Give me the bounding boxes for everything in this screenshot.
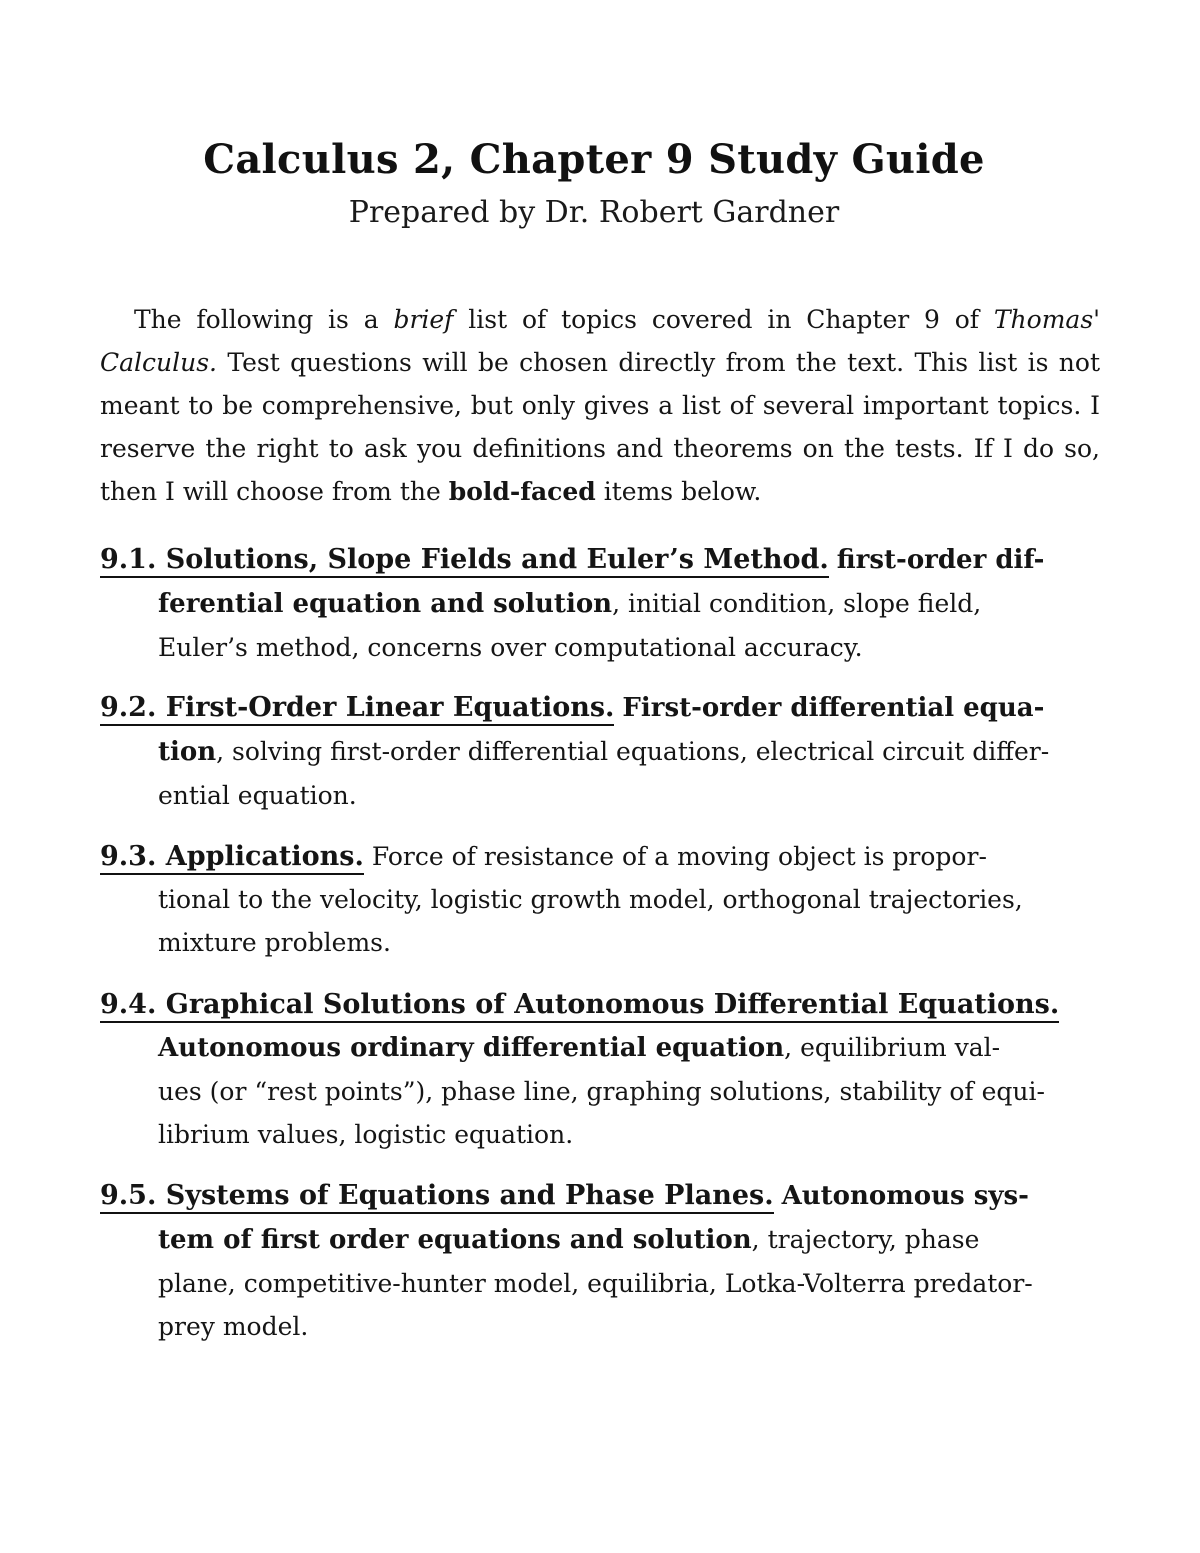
section-9-1 <box>100 538 1160 669</box>
intro-brief: brief <box>393 305 454 334</box>
intro-book-title: Thomas' Calculus. <box>100 305 1101 377</box>
document-title: Calculus 2, Chapter 9 Study Guide <box>203 136 985 183</box>
section-bold-term: tem of first order equations and solution <box>158 1225 752 1255</box>
section-text: , equilibrium val- <box>784 1033 1001 1062</box>
section-heading: 9.1. Solutions, Slope Fields and Euler’s Method. <box>100 544 829 578</box>
section-bold-term: First-order differential equa- <box>622 693 1045 723</box>
section-heading: 9.2. First-Order Linear Equations. <box>100 692 614 726</box>
section-bold-term: Autonomous ordinary differential equation <box>158 1033 785 1063</box>
section-bold-term: ferential equation and solution <box>158 589 613 619</box>
section-text: librium values, logistic equation. <box>158 1120 574 1149</box>
section-text: ues (or “rest points”), phase line, graphing solutions, stability of equi- <box>158 1077 1045 1106</box>
document-author: Prepared by Dr. Robert Gardner <box>348 195 840 230</box>
intro-boldfaced: bold-faced <box>448 477 596 506</box>
intro-text-3: Test questions will be chosen directly from the text. This list is not meant to be comprehensive, but only gives a list of several important topics. I reserve the right to ask you definitions and theorems on the tests. If I do so, then I will choose from the <box>100 348 1100 506</box>
section-bold-term: first-order dif- <box>836 545 1045 575</box>
section-text: Euler’s method, concerns over computational accuracy. <box>158 633 863 662</box>
section-heading: 9.5. Systems of Equations and Phase Planes. <box>100 1180 774 1214</box>
intro-text-2: list of topics covered in Chapter 9 of <box>453 305 994 334</box>
intro-text-1: The following is a <box>134 305 394 334</box>
section-text: Force of resistance of a moving object is propor- <box>371 842 987 871</box>
section-text: prey model. <box>158 1312 309 1341</box>
intro-paragraph <box>100 298 1100 513</box>
section-text: tional to the velocity, logistic growth model, orthogonal trajectories, <box>158 885 1023 914</box>
section-heading: 9.3. Applications. <box>100 841 364 875</box>
section-text: ential equation. <box>158 781 357 810</box>
section-text: , trajectory, phase <box>751 1225 980 1254</box>
section-bold-term: Autonomous sys- <box>781 1181 1029 1211</box>
section-text: , initial condition, slope field, <box>612 589 982 618</box>
section-bold-term: tion <box>158 737 217 767</box>
section-text: , solving first-order differential equations, electrical circuit differ- <box>216 737 1050 766</box>
section-9-5 <box>100 1174 1160 1348</box>
section-9-4 <box>100 983 1160 1156</box>
section-text: plane, competitive-hunter model, equilibria, Lotka-Volterra predator- <box>158 1269 1033 1298</box>
section-9-3 <box>100 835 1160 964</box>
section-text: mixture problems. <box>158 928 391 957</box>
section-heading: 9.4. Graphical Solutions of Autonomous Differential Equations. <box>100 989 1059 1023</box>
section-9-2 <box>100 686 1160 817</box>
intro-text-4: items below. <box>595 477 762 506</box>
